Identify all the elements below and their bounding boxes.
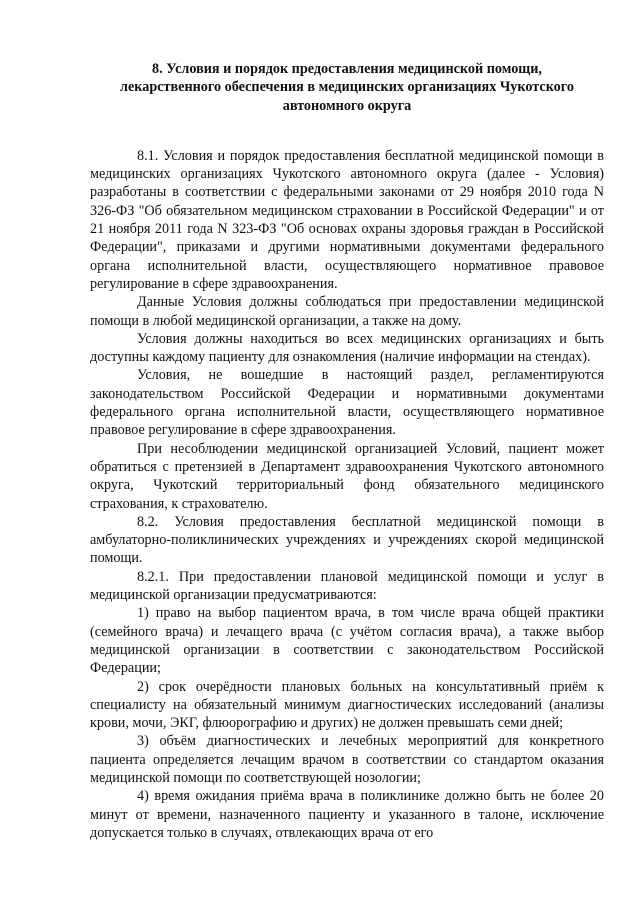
document-page bbox=[90, 60, 604, 842]
heading-line-1: 8. Условия и порядок предоставления медицинской помощи, bbox=[152, 61, 542, 77]
paragraph-conditions-available: Условия должны находиться во всех медицинских организациях и быть доступны каждому пациенту для ознакомления (наличие информации на стендах). bbox=[90, 330, 604, 366]
section-heading bbox=[90, 60, 604, 115]
heading-line-2: лекарственного обеспечения в медицинских организациях Чукотского bbox=[120, 79, 574, 96]
list-item-3: 3) объём диагностических и лечебных мероприятий для конкретного пациента определяется лечащим врачом в соответствии со стандартом оказания медицинской помощи по соответствующей нозологии; bbox=[90, 733, 604, 786]
list-item-4: 4) время ожидания приёма врача в поликлинике должно быть не более 20 минут от времени, назначенного пациенту и указанного в талоне, исключение допускается только в случаях, отвлекающих врача от его bbox=[90, 788, 604, 841]
list-item-1: 1) право на выбор пациентом врача, в том числе врача общей практики (семейного врача) и лечащего врача (с учётом согласия врача), а также выбор медицинской организации в соответствии с законодательством Российской Федерации; bbox=[90, 605, 604, 677]
paragraph-conditions-regulated: Условия, не вошедшие в настоящий раздел, регламентируются законодательством Российской Федерации и нормативными документами федерального органа исполнительной власти, осуществляющего нормативное правовое регулирование в сфере здравоохранения. bbox=[90, 367, 604, 439]
paragraph-8-1: 8.1. Условия и порядок предоставления бесплатной медицинской помощи в медицинских организациях Чукотского автономного округа (далее - Условия) разработаны в соответствии с федеральными законами от 29 ноября 2010 года N 326-ФЗ "Об обязательном медицинском страховании в Российской Федерации" и от 21 ноября 2011 года N 323-ФЗ "Об основах охраны здоровья граждан в Российской Федерации", приказами и другими нормативными документами федерального органа исполнительной власти, осуществляющего нормативное правовое регулирование в сфере здравоохранения. bbox=[90, 147, 604, 292]
paragraph-claim: При несоблюдении медицинской организацией Условий, пациент может обратиться с претензией в Департамент здравоохранения Чукотского автономного округа, Чукотский территориальный фонд обязательного медицинского страхования, к страхователю. bbox=[90, 440, 604, 512]
heading-line-3: автономного округа bbox=[282, 97, 412, 114]
paragraph-conditions-observed: Данные Условия должны соблюдаться при предоставлении медицинской помощи в любой медицинской организации, а также на дому. bbox=[90, 294, 604, 329]
list-item-2: 2) срок очерёдности плановых больных на консультативный приём к специалисту на обязательный минимум диагностических исследований (анализы крови, мочи, ЭКГ, флюорографию и других) не должен превышать семи дней; bbox=[90, 678, 604, 732]
paragraph-8-2-1: 8.2.1. При предоставлении плановой медицинской помощи и услуг в медицинской организации предусматриваются: bbox=[90, 568, 604, 604]
paragraph-8-2: 8.2. Условия предоставления бесплатной медицинской помощи в амбулаторно-поликлинических учреждениях и учреждениях скорой медицинской помощи. bbox=[90, 513, 604, 567]
